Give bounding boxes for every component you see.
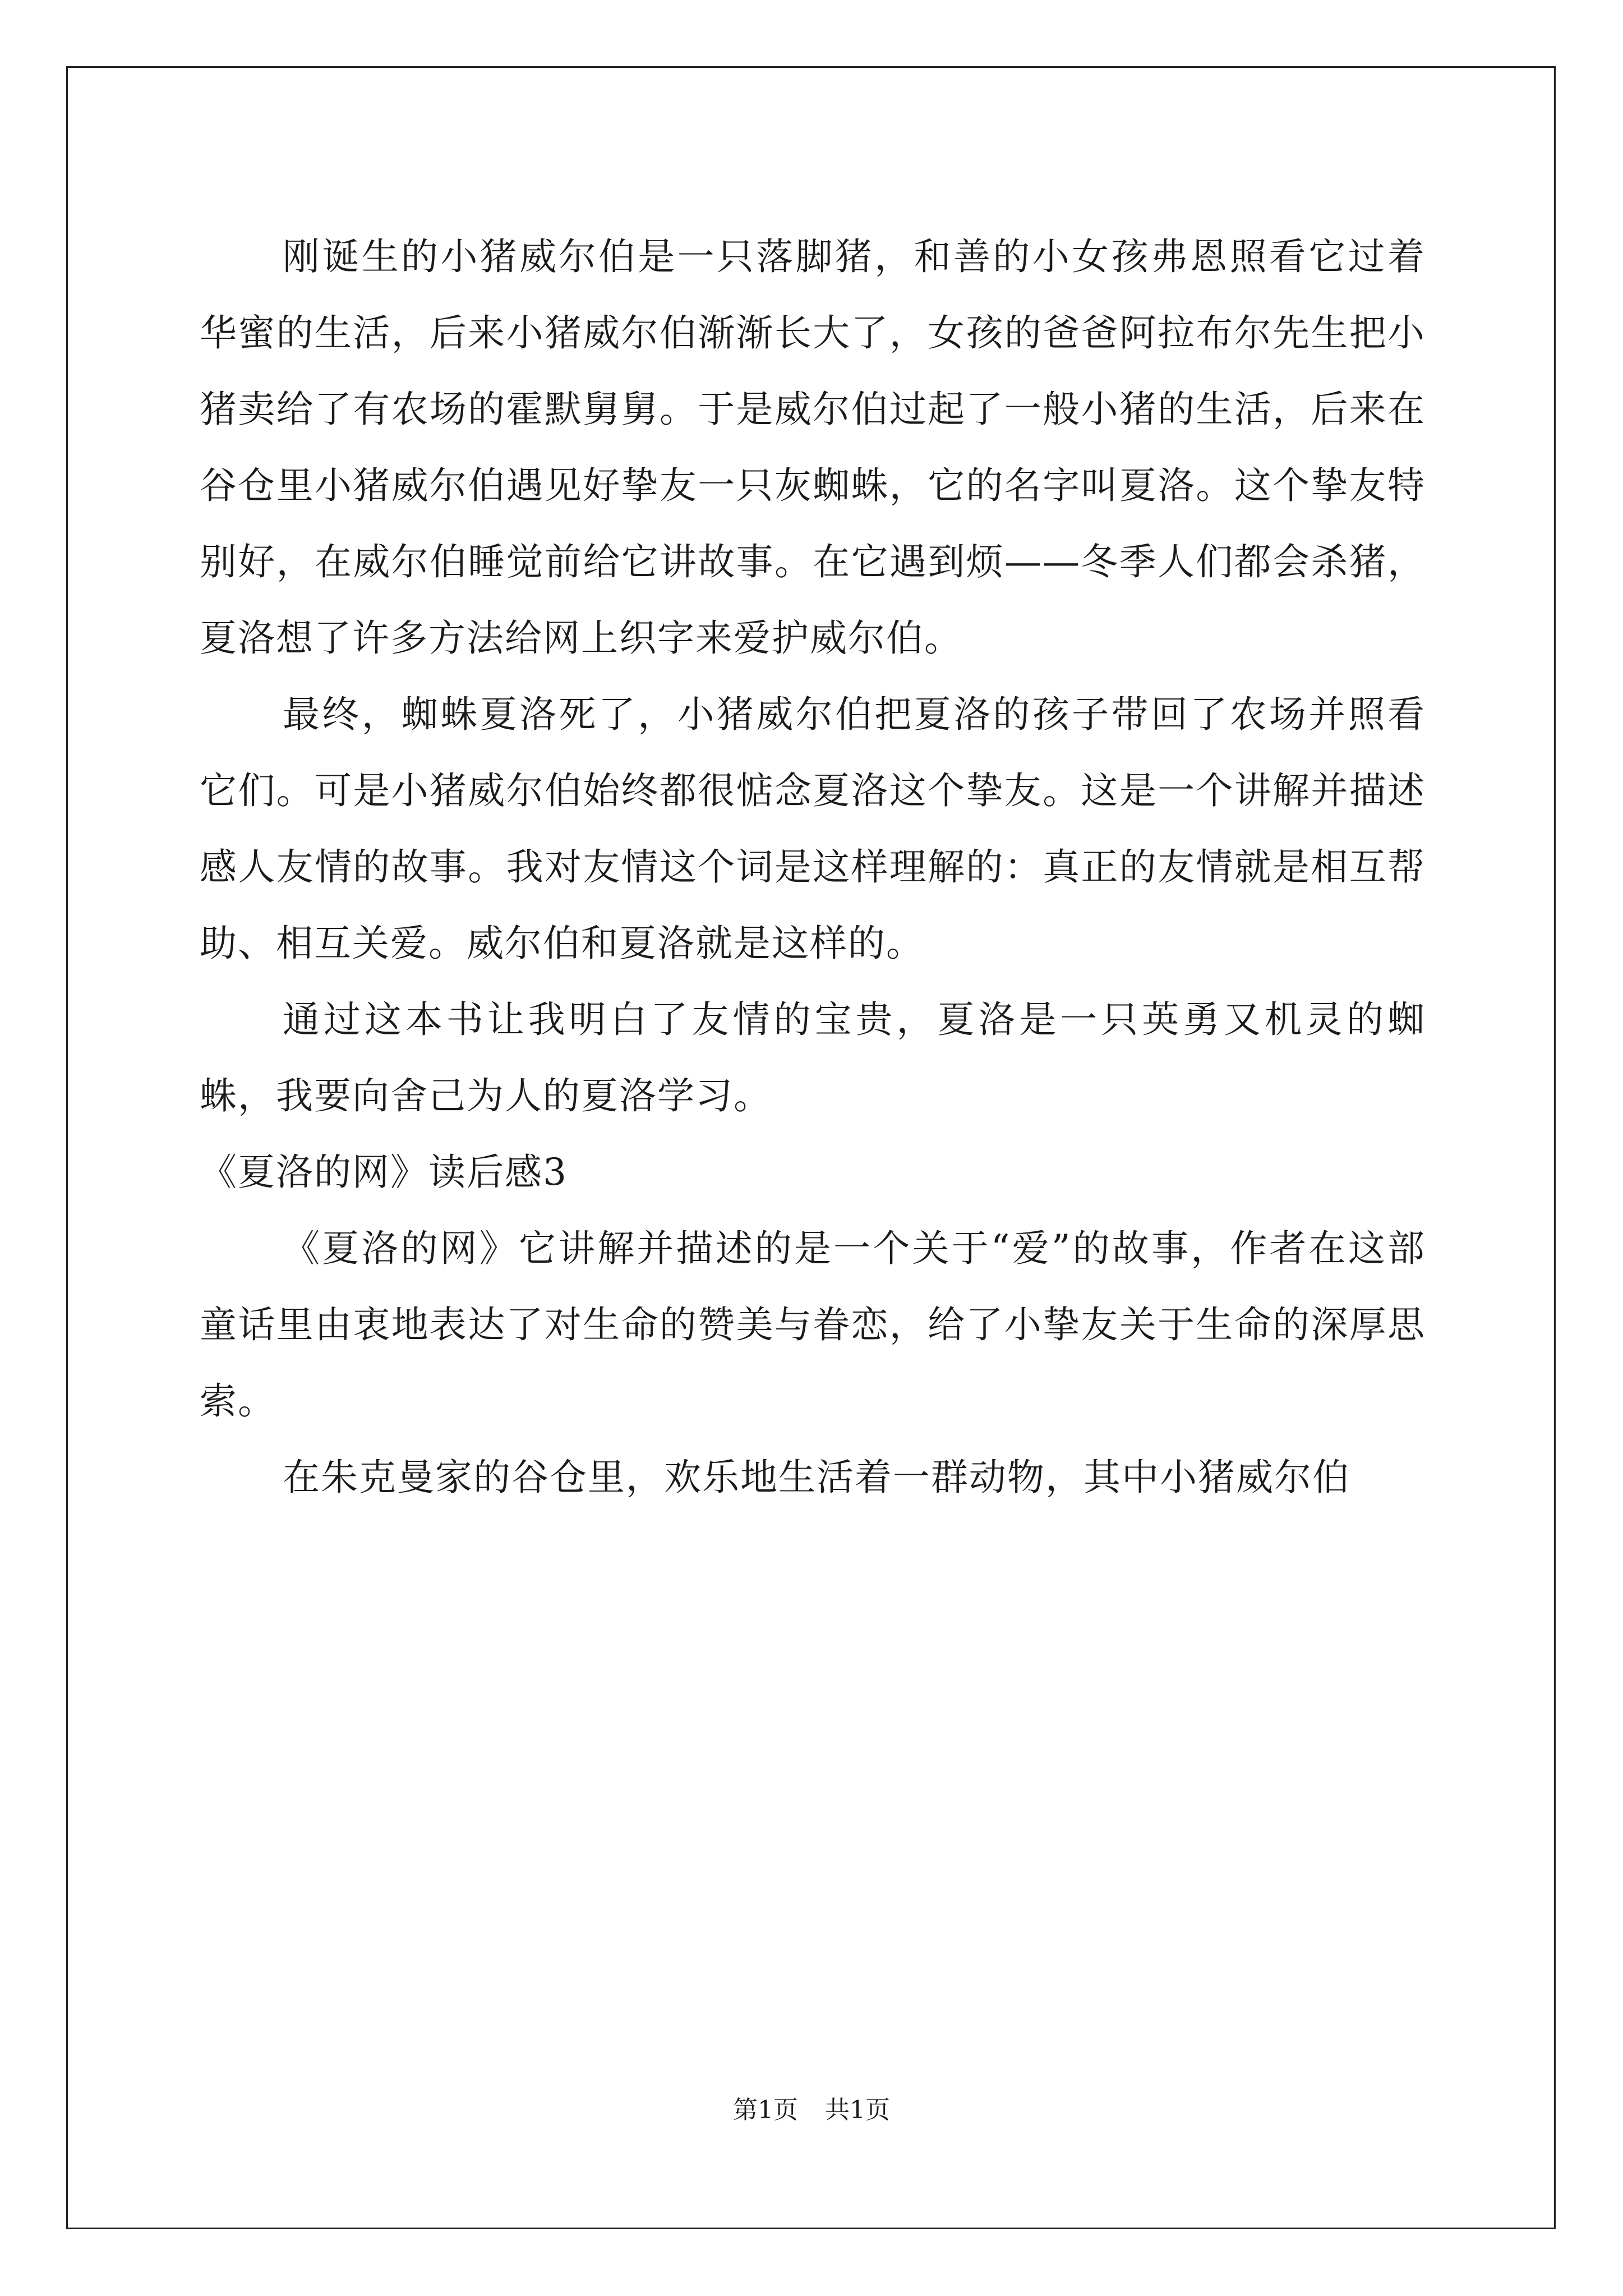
page-footer xyxy=(0,2093,1623,2127)
page-total: 共1页 xyxy=(825,2096,890,2124)
document-body xyxy=(200,219,1426,1516)
page-number: 第1页 xyxy=(733,2096,798,2124)
paragraph-1: 刚诞生的小猪威尔伯是一只落脚猪，和善的小女孩弗恩照看它过着华蜜的生活，后来小猪威尔伯渐渐长大了，女孩的爸爸阿拉布尔先生把小猪卖给了有农场的霍默舅舅。于是威尔伯过起了一般小猪的生活，后来在谷仓里小猪威尔伯遇见好挚友一只灰蜘蛛，它的名字叫夏洛。这个挚友特别好，在威尔伯睡觉前给它讲故事。在它遇到烦——冬季人们都会杀猪，夏洛想了许多方法给网上织字来爱护威尔伯。 xyxy=(200,235,1426,660)
paragraph-3: 通过这本书让我明白了友情的宝贵，夏洛是一只英勇又机灵的蜘蛛，我要向舍己为人的夏洛学习。 xyxy=(200,998,1426,1117)
paragraph-4: 《夏洛的网》它讲解并描述的是一个关于“爱”的故事，作者在这部童话里由衷地表达了对生命的赞美与眷恋，给了小挚友关于生命的深厚思索。 xyxy=(200,1227,1426,1423)
section-heading: 《夏洛的网》读后感3 xyxy=(200,1151,568,1194)
paragraph-2: 最终，蜘蛛夏洛死了，小猪威尔伯把夏洛的孩子带回了农场并照看它们。可是小猪威尔伯始终都很惦念夏洛这个挚友。这是一个讲解并描述感人友情的故事。我对友情这个词是这样理解的：真正的友情就是相互帮助、相互关爱。威尔伯和夏洛就是这样的。 xyxy=(200,693,1426,965)
paragraph-5: 在朱克曼家的谷仓里，欢乐地生活着一群动物，其中小猪威尔伯 xyxy=(283,1456,1350,1499)
